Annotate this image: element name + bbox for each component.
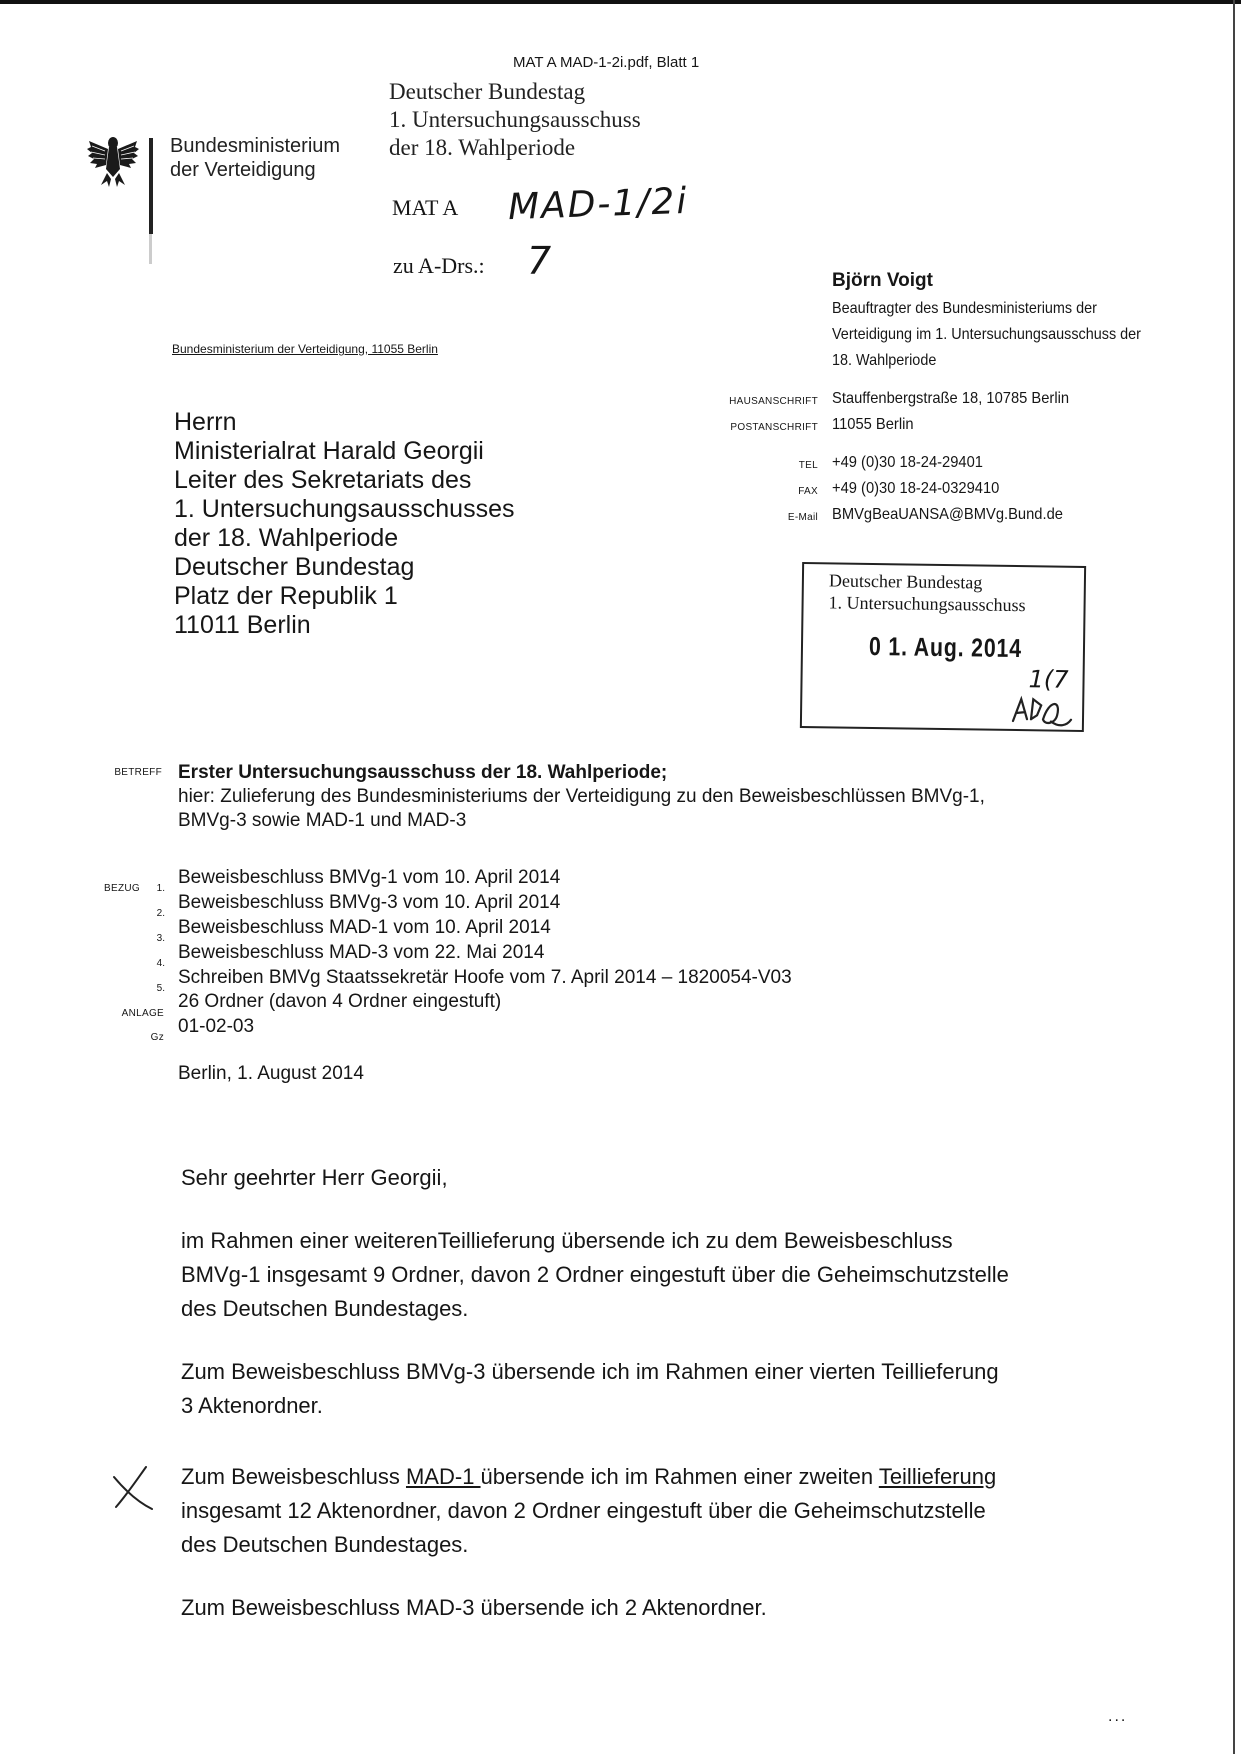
- body-p1-line2: BMVg-1 insgesamt 9 Ordner, davon 2 Ordner eingestuft über die Geheimschutzstelle: [181, 1262, 1009, 1287]
- reference-text: Beweisbeschluss BMVg-1 vom 10. April 2014: [178, 867, 561, 888]
- anlage-label: ANLAGE: [121, 1008, 164, 1019]
- addressee-line5: der 18. Wahlperiode: [174, 524, 399, 552]
- body-paragraph-1: [181, 1224, 1009, 1326]
- committee-stamp: [389, 78, 641, 162]
- reference-text: Beweisbeschluss BMVg-3 vom 10. April 2014: [178, 892, 561, 913]
- email-value: BMVgBeaUANSA@BMVg.Bund.de: [832, 506, 1063, 523]
- reference-text: Schreiben BMVg Staatssekretär Hoofe vom 7. April 2014 – 1820054-V03: [178, 967, 792, 988]
- tel-label: TEL: [798, 460, 818, 471]
- federal-eagle-icon: [87, 133, 139, 189]
- sender-title-line1: Beauftragter des Bundesministeriums der: [832, 300, 1097, 317]
- scan-top-edge: [0, 0, 1241, 4]
- gz-value: 01-02-03: [178, 1016, 255, 1037]
- continuation-dots: ...: [1108, 1708, 1128, 1725]
- scan-right-edge: [1233, 0, 1235, 1754]
- logo-divider-bar-faint: [149, 234, 152, 264]
- body-paragraph-4: Zum Beweisbeschluss MAD-3 übersende ich 2 Aktenordner.: [181, 1595, 767, 1620]
- page-reference: MAT A MAD-1-2i.pdf, Blatt 1: [513, 54, 700, 71]
- addressee-block: [174, 408, 514, 640]
- body-p2-line1: Zum Beweisbeschluss BMVg-3 übersende ich im Rahmen einer vierten Teillieferung: [181, 1359, 999, 1384]
- postanschrift-value: 11055 Berlin: [832, 416, 914, 433]
- sender-title-line3: 18. Wahlperiode: [832, 352, 937, 369]
- email-label: E-Mail: [787, 512, 818, 523]
- logo-divider-bar: [149, 138, 153, 234]
- receipt-stamp-signature: [1007, 685, 1078, 730]
- gz-label: Gz: [150, 1032, 164, 1043]
- sender-name: Björn Voigt: [832, 270, 933, 291]
- sender-title: [832, 296, 1141, 374]
- fax-label: FAX: [798, 486, 818, 497]
- body-paragraph-3: [181, 1460, 996, 1562]
- addressee-line2: Ministerialrat Harald Georgii: [174, 437, 484, 465]
- body-p1-line1: im Rahmen einer weiterenTeillieferung übersende ich zu dem Beweisbeschluss: [181, 1228, 953, 1253]
- subject-line2: hier: Zulieferung des Bundesministeriums der Verteidigung zu den Beweisbeschlüssen BMVg-1,: [178, 786, 985, 807]
- addressee-line6: Deutscher Bundestag: [174, 553, 415, 581]
- return-address: Bundesministerium der Verteidigung, 11055 Berlin: [172, 342, 438, 356]
- body-p3-text-c: übersende ich im Rahmen einer zweiten: [480, 1464, 879, 1489]
- body-p3-line3: des Deutschen Bundestages.: [181, 1532, 469, 1557]
- reference-text: Beweisbeschluss MAD-1 vom 10. April 2014: [178, 917, 551, 938]
- subject-block: [178, 761, 985, 833]
- addressee-line1: Herrn: [174, 408, 237, 436]
- body-paragraph-2: [181, 1355, 999, 1423]
- addressee-line3: Leiter des Sekretariats des: [174, 466, 472, 494]
- committee-stamp-line2: 1. Untersuchungsausschuss: [389, 107, 641, 132]
- receipt-stamp: [800, 562, 1086, 732]
- reference-num: 4.: [156, 958, 165, 969]
- reference-num: 5.: [156, 983, 165, 994]
- receipt-stamp-line2: 1. Untersuchungsausschuss: [828, 592, 1026, 616]
- committee-stamp-line3: der 18. Wahlperiode: [389, 135, 576, 160]
- reference-num: 2.: [156, 908, 165, 919]
- ministry-name-line1: Bundesministerium: [170, 135, 341, 157]
- margin-check-mark: [108, 1463, 158, 1513]
- body-p3-underlined-mad1: MAD-1: [405, 1464, 481, 1489]
- date-line: Berlin, 1. August 2014: [178, 1063, 364, 1084]
- drs-handwritten-value: 7: [527, 239, 552, 283]
- reference-num: 1.: [156, 883, 165, 894]
- tel-value: +49 (0)30 18-24-29401: [832, 454, 983, 471]
- anlage-value: 26 Ordner (davon 4 Ordner eingestuft): [178, 991, 502, 1012]
- body-p1-line3: des Deutschen Bundestages.: [181, 1296, 469, 1321]
- reference-num: 3.: [156, 933, 165, 944]
- receipt-stamp-date: 0 1. Aug. 2014: [868, 630, 1023, 664]
- ministry-name-line2: der Verteidigung: [170, 159, 316, 181]
- body-p3-line1: [181, 1460, 996, 1494]
- fax-value: +49 (0)30 18-24-0329410: [832, 480, 1000, 497]
- body-p2-line2: 3 Aktenordner.: [181, 1393, 323, 1418]
- subject-line3: BMVg-3 sowie MAD-1 und MAD-3: [178, 810, 467, 831]
- body-p3-underlined-teillieferung: Teillieferung: [878, 1464, 997, 1489]
- body-p3-line2: insgesamt 12 Aktenordner, davon 2 Ordner eingestuft über die Geheimschutzstelle: [181, 1498, 986, 1523]
- ministry-name: [170, 134, 340, 182]
- drs-label: zu A-Drs.:: [393, 253, 485, 278]
- committee-stamp-line1: Deutscher Bundestag: [389, 79, 586, 104]
- addressee-line8: 11011 Berlin: [174, 611, 311, 639]
- receipt-stamp-line1: Deutscher Bundestag: [828, 570, 983, 593]
- hausanschrift-label: HAUSANSCHRIFT: [729, 396, 818, 407]
- addressee-line7: Platz der Republik 1: [174, 582, 398, 610]
- mat-handwritten-value: MAD-1/2i: [507, 180, 690, 229]
- subject-title: Erster Untersuchungsausschuss der 18. Wahlperiode;: [178, 762, 668, 783]
- postanschrift-label: POSTANSCHRIFT: [730, 422, 818, 433]
- subject-label: BETREFF: [114, 767, 162, 778]
- salutation: Sehr geehrter Herr Georgii,: [181, 1165, 448, 1190]
- hausanschrift-value: Stauffenbergstraße 18, 10785 Berlin: [832, 390, 1070, 407]
- addressee-line4: 1. Untersuchungsausschusses: [174, 495, 515, 523]
- mat-label: MAT A: [392, 195, 459, 220]
- sender-title-line2: Verteidigung im 1. Untersuchungsausschuss der: [832, 326, 1141, 343]
- body-p3-text-a: Zum Beweisbeschluss: [181, 1464, 406, 1489]
- reference-text: Beweisbeschluss MAD-3 vom 22. Mai 2014: [178, 942, 545, 963]
- reference-label: BEZUG: [104, 883, 140, 894]
- receipt-stamp-handwritten-mark: 1(7: [1028, 665, 1069, 694]
